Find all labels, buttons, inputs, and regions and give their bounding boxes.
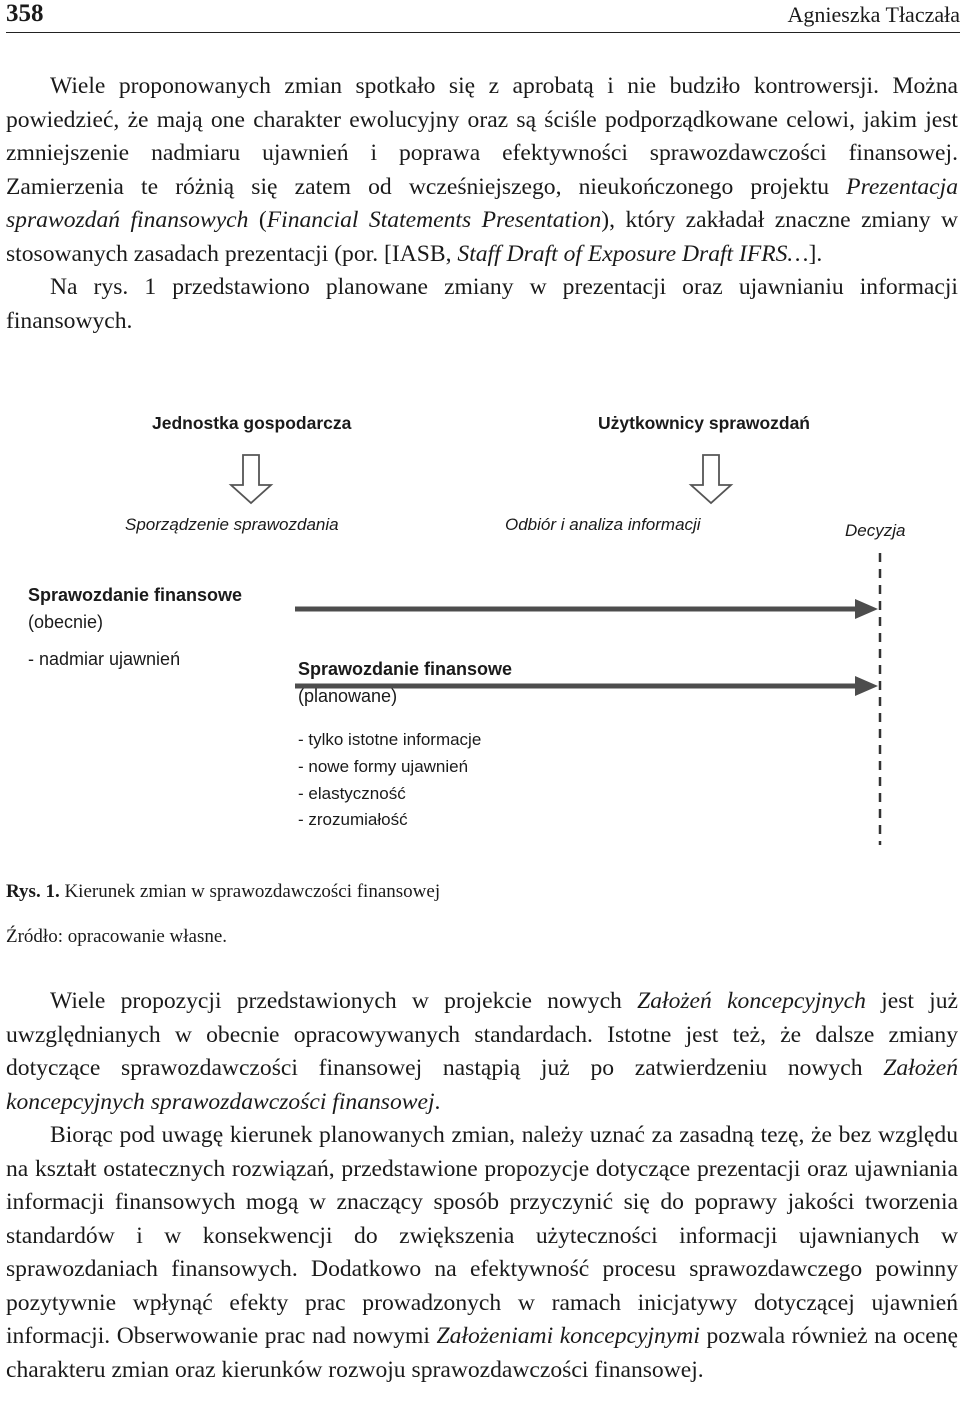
planned-report-title: Sprawozdanie finansowe: [298, 659, 513, 679]
down-arrow-icon: [691, 455, 731, 503]
figure-caption: Rys. 1. Kierunek zmian w sprawozdawczości finansowej: [6, 881, 441, 902]
paragraph-4: Biorąc pod uwagę kierunek planowanych zmian, należy uznać za zasadną tezę, że bez względu na kształt ostatecznych rozwiązań, przedstawione propozycje dotyczące prezentacji oraz ujawniania informacji finansowych mogą w znaczący sposób przyczynić się do poprawy jakości tworzenia standardów i w konsekwencji do zwiększenia użyteczności informacji ujawnianych w sprawozdaniach finansowych. Dodatkowo na efektywność procesu sprawozdawczego powinny pozytywnie wpłynąć efekty prac prowadzonych w ramach inicjatywy dotyczącej ujawnień informacji. Obserwowanie prac nad nowymi Założeniami koncepcyjnymi pozwala również na ocenę charakteru zmian oraz kierunków rozwoju sprawozdawczości finansowej.: [6, 1122, 958, 1383]
receipt-label: Odbiór i analiza informacji: [505, 515, 701, 534]
entity-label: Jednostka gospodarcza: [152, 413, 352, 433]
paragraph-3: Wiele propozycji przedstawionych w projekcie nowych Założeń koncepcyjnych jest już uwzględnianych w obecnie opracowywanych standardach. Istotne jest też, że dalsze zmiany dotyczące sprawozdawczości finansowej nastąpią już po zatwierdzeniu nowych Założeń koncepcyjnych sprawozdawczości finansowej.: [6, 988, 958, 1115]
page-header: [6, 0, 960, 33]
diagram-svg: [0, 395, 960, 860]
planned-item: - elastyczność: [298, 784, 406, 803]
planned-item: - zrozumiałość: [298, 810, 408, 829]
current-report-subtitle: (obecnie): [28, 612, 104, 632]
arrow-head-icon: [855, 676, 878, 696]
body-text: [6, 985, 958, 1387]
paragraph-1: Wiele proponowanych zmian spotkało się z aprobatą i nie budziło kontrowersji. Można powiedzieć, że mają one charakter ewolucyjny oraz są ściśle podporządkowane celowi, jakim jest zmniejszenie nadmiaru ujawnień i poprawa efektywności sprawozdawczości finansowej. Zamierzenia te różnią się zatem od wcześniejszego, nieukończonego projektu Prezentacja sprawozdań finansowych (Financial Statements Presentation), który zakładał znaczne zmiany w stosowanych zasadach prezentacji (por. [IASB, Staff Draft of Exposure Draft IFRS…].: [6, 73, 958, 267]
current-report-title: Sprawozdanie finansowe: [28, 585, 243, 605]
author-name: Agnieszka Tłaczała: [787, 2, 960, 27]
decision-label: Decyzja: [845, 521, 906, 540]
figure-diagram: [0, 395, 960, 860]
figure-source: Źródło: opracowanie własne.: [6, 926, 228, 947]
current-report-item: - nadmiar ujawnień: [28, 649, 181, 669]
page-number: 358: [6, 0, 44, 27]
planned-item: - nowe formy ujawnień: [298, 757, 469, 776]
preparation-label: Sporządzenie sprawozdania: [125, 515, 339, 534]
down-arrow-icon: [231, 455, 271, 503]
paragraph-2: Na rys. 1 przedstawiono planowane zmiany w prezentacji oraz ujawnianiu informacji finansowych.: [6, 274, 958, 334]
arrow-head-icon: [855, 599, 878, 619]
planned-item: - tylko istotne informacje: [298, 730, 482, 749]
users-label: Użytkownicy sprawozdań: [598, 413, 810, 433]
planned-report-subtitle: (planowane): [298, 686, 398, 706]
intro-text: [6, 70, 958, 338]
